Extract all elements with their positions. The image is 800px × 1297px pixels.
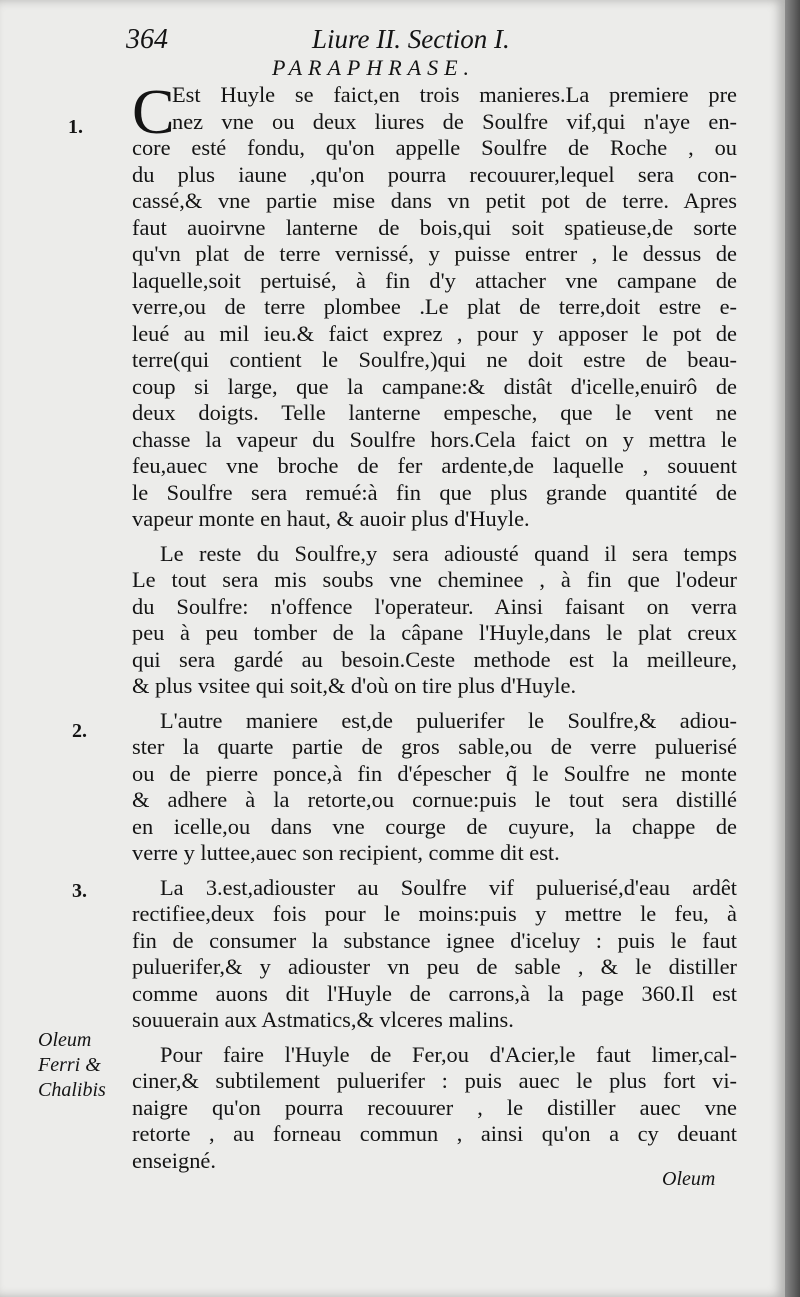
text-line: nez vne ou deux liures de Soulfre vif,qui n'aye en- [172, 108, 737, 134]
margin-number-2: 2. [72, 720, 87, 742]
text-line-content: Est Huyle se faict,en trois manieres.La premiere pre [172, 82, 737, 107]
paragraph-1 [132, 76, 737, 533]
text-line: & plus vsitee qui soit,& d'où on tire plus d'Huyle. [132, 673, 577, 698]
text-line: enseigné. [132, 1147, 216, 1173]
text-line: cassé,& vne partie mise dans vn petit pot de terre. Apres [132, 188, 737, 213]
text-line: ou de pierre ponce,à fin d'épescher q̃ le Soulfre ne monte [132, 760, 737, 786]
text-line: peu à peu tomber de la câpane l'Huyle,dans le plat creux [132, 620, 737, 645]
text-line: deux doigts. Telle lanterne empesche, que le vent ne [132, 400, 737, 425]
text-line: verre,ou de terre plombee .Le plat de terre,doit estre e- [132, 294, 737, 319]
text-line: en icelle,ou dans vne courge de cuyure, la chappe de [132, 813, 737, 839]
catchword: Oleum [662, 1168, 716, 1190]
text-line: du plus iaune ,qu'on pourra recouurer,lequel sera con- [132, 161, 737, 187]
margin-note-line: Ferri & [38, 1054, 101, 1076]
text-line: ster la quarte partie de gros sable,ou de verre puluerisé [132, 734, 737, 759]
text-line: Pour faire l'Huyle de Fer,ou d'Acier,le faut limer,cal- [160, 1041, 737, 1067]
text-line: souuerain aux Astmatics,& vlceres malins. [132, 1007, 514, 1032]
paragraph-2 [132, 541, 737, 700]
text-line: Le tout sera mis soubs vne cheminee , à fin que l'odeur [132, 567, 737, 592]
text-line: ciner,& subtilement puluerifer : puis auec le plus fort vi- [132, 1068, 737, 1093]
text-line: L'autre maniere est,de puluerifer le Soulfre,& adiou- [160, 707, 737, 733]
drop-cap: C [132, 76, 175, 147]
text-line: terre(qui contient le Soulfre,)qui ne doit estre de beau- [132, 347, 737, 372]
text-line: & adhere à la retorte,ou cornue:puis le tout sera distillé [132, 787, 737, 812]
section-heading: PARAPHRASE. [272, 55, 476, 80]
text-line: fin de consumer la substance ignee d'iceluy : puis le faut [132, 927, 737, 953]
text-line: coup si large, que la campane:& distât d'icelle,enuirô de [132, 373, 737, 399]
body-text [132, 76, 737, 1174]
page-number: 364 [126, 24, 168, 55]
text-line: qu'vn plat de terre vernissé, y puisse entrer , le dessus de [132, 241, 737, 266]
text-line: qui sera gardé au besoin.Ceste methode est la meilleure, [132, 646, 737, 672]
text-line: puluerifer,& y adiouster vn peu de sable , & le distiller [132, 954, 737, 979]
text-line: chasse la vapeur du Soulfre hors.Cela faict on y mettra le [132, 426, 737, 452]
text-line: comme auons dit l'Huyle de carrons,à la page 360.Il est [132, 980, 737, 1006]
text-line: leué au mil ieu.& faict exprez , pour y apposer le pot de [132, 320, 737, 346]
margin-note-line: Chalibis [38, 1079, 106, 1101]
text-line: verre y luttee,auec son recipient, comme dit est. [132, 840, 560, 865]
text-line: naigre qu'on pourra recouurer , le distiller auec vne [132, 1094, 737, 1120]
text-line: le Soulfre sera remué:à fin que plus grande quantité de [132, 479, 737, 505]
paragraph-3 [132, 708, 737, 867]
text-line: retorte , au forneau commun , ainsi qu'on a cy deuant [132, 1121, 737, 1146]
text-line: vapeur monte en haut, & auoir plus d'Huyle. [132, 506, 530, 531]
text-line: La 3.est,adiouster au Soulfre vif puluerisé,d'eau ardêt [160, 874, 737, 900]
margin-number-3: 3. [72, 880, 87, 902]
paragraph-4 [132, 875, 737, 1034]
text-line: core esté fondu, qu'on appelle Soulfre de Roche , ou [132, 135, 737, 160]
text-line: Le reste du Soulfre,y sera adiousté quand il sera temps [160, 540, 737, 566]
text-line: du Soulfre: n'offence l'operateur. Ainsi faisant on verra [132, 593, 737, 619]
text-line: feu,auec vne broche de fer ardente,de laquelle , souuent [132, 453, 737, 478]
margin-number-1: 1. [68, 116, 83, 138]
page-edge [785, 0, 800, 1297]
margin-note-line: Oleum [38, 1029, 92, 1051]
paragraph-5 [132, 1042, 737, 1175]
running-title: Liure II. Section I. [312, 24, 510, 54]
text-line: laquelle,soit pertuisé, à fin d'y attacher vne campane de [132, 267, 737, 293]
margin-note [38, 1028, 133, 1103]
text-line: faut auoirvne lanterne de bois,qui soit spatieuse,de sorte [132, 214, 737, 240]
text-line: rectifiee,deux fois pour le moins:puis y mettre le feu, à [132, 901, 737, 926]
